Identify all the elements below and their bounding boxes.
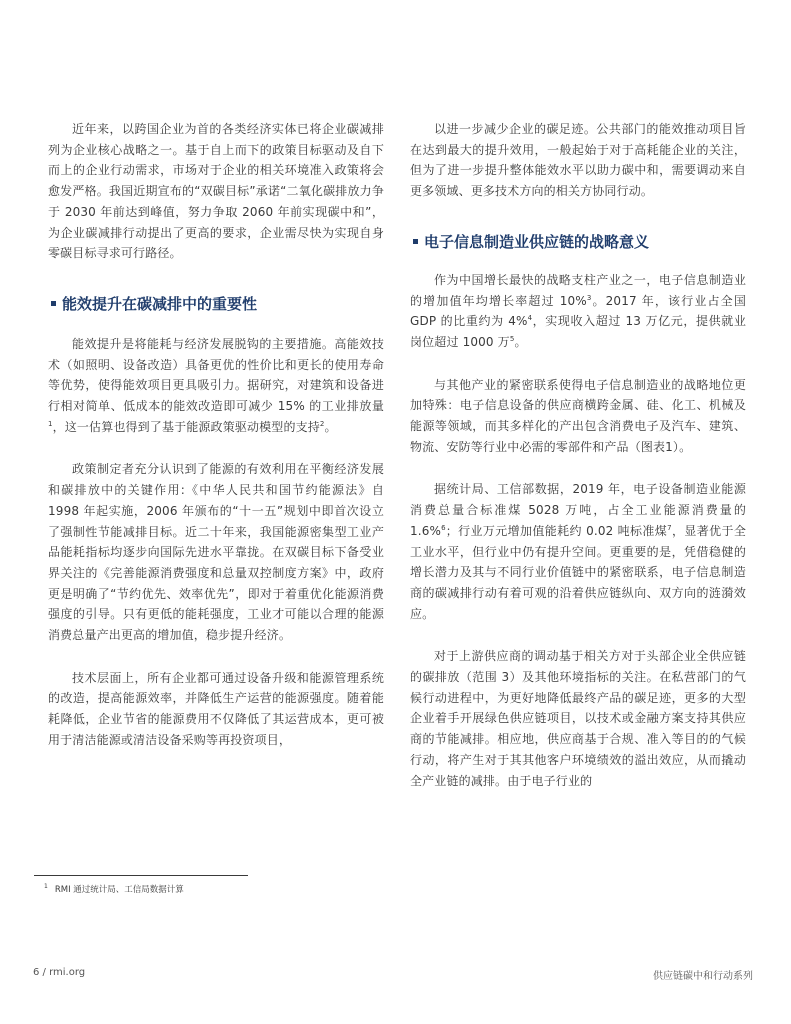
section-heading <box>410 232 746 252</box>
footnote-ref: 6 <box>441 523 446 532</box>
page-number: 6 / rmi.org <box>33 967 86 978</box>
paragraph: 技术层面上，所有企业都可通过设备升级和能源管理系统的改造，提高能源效率，并降低生产运营的能源强度。随着能耗降低，企业节省的能源费用不仅降低了其运营成本，更可被用于清洁能源或清洁设备采购等再投资项目， <box>48 670 384 747</box>
paragraph <box>410 270 746 353</box>
paragraph-text: 。2017 年，该行业占全国 GDP 的比重约为 4% <box>410 293 746 329</box>
footnote-divider <box>34 875 248 876</box>
footnote-ref: 4 <box>527 314 533 323</box>
square-bullet-icon <box>51 301 56 306</box>
paragraph-text: 作为中国增长最快的战略支柱产业之一，电子信息制造业的增加值年均增长率超过 10% <box>410 272 746 308</box>
paragraph: 对于上游供应商的调动基于相关方对于头部企业全供应链的碳排放（范围 3）及其他环境指标的关注。在私营部门的气候行动进程中，为更好地降低最终产品的碳足迹，更多的大型企业着手开展绿色供应链项目，以技术或金融方案支持其供应商的节能减排。相应地，供应商基于合规、准入等目的的气候行动，将产生对于其其他客户环境绩效的溢出效应，从而撬动全产业链的减排。由于电子行业的 <box>410 649 746 788</box>
footnote-ref: 2 <box>319 419 325 428</box>
paragraph: 近年来，以跨国企业为首的各类经济实体已将企业碳减排列为企业核心战略之一。基于自上而下的政策目标驱动及自下而上的企业行动需求，市场对于企业的相关环境准入政策将会愈发严格。我国近期宣布的“双碳目标”承诺“二氧化碳排放力争于 2030 年前达到峰值，努力争取 2060 年前实现碳中和”，为企业碳减排行动提出了更高的要求，企业需尽快为实现自身零碳目标寻求可行路径。 <box>48 122 384 261</box>
footnote <box>44 883 184 895</box>
section-heading <box>48 294 384 314</box>
series-title: 供应链碳中和行动系列 <box>653 971 753 982</box>
paragraph-text: ，显著优于全工业水平，但行业中仍有提升空间。更重要的是，凭借稳健的增长潜力及其与不同行业价值链中的紧密联系，电子信息制造商的碳减排行动有着可观的沿着供应链纵向、双方向的涟漪效应。 <box>410 523 746 621</box>
footnote-text: RMI 通过统计局、工信局数据计算 <box>54 885 184 895</box>
footnote-ref: 5 <box>509 334 515 343</box>
section-heading-text: 电子信息制造业供应链的战略意义 <box>424 232 650 251</box>
section-heading-text: 能效提升在碳减排中的重要性 <box>62 294 258 313</box>
right-column <box>410 119 746 791</box>
paragraph-text: 。 <box>514 334 527 349</box>
footnote-marker: 1 <box>44 883 48 891</box>
paragraph-text: 据统计局、工信部数据，2019 年，电子设备制造业能源消费总量合标准煤 5028 万吨，占全工业能源消费量的 1.6% <box>410 482 746 538</box>
paragraph-text: 。 <box>324 419 337 434</box>
paragraph: 政策制定者充分认识到了能源的有效利用在平衡经济发展和碳排放中的关键作用:《中华人民共和国节约能源法》自 1998 年起实施，2006 年颁布的“十一五”规划中即首次设立了强制性节能减排目标。近二十年来，我国能源密集型工业产品能耗指标均逐步向国际先进水平靠拢。在双碳目标下备受业界关注的《完善能源消费强度和总量双控制度方案》中，政府更是明确了“节约优先、效率优先”，即对于着重优化能源消费强度的引导。只有更低的能耗强度，工业才可能以合理的能源消费总量产出更高的增加值，稳步提升经济。 <box>48 462 384 643</box>
footnote-ref: 7 <box>667 523 672 532</box>
paragraph-text: 能效提升是将能耗与经济发展脱钩的主要措施。高能效技术（如照明、设备改造）具备更优的性价比和更长的使用寿命等优势，使得能效项目更具吸引力。据研究，对建筑和设备进行相对简单、低成本的能效改造即可减少 15% 的工业排放量 <box>48 336 384 414</box>
square-bullet-icon <box>413 239 418 244</box>
paragraph-text: ，实现收入超过 13 万亿元，提供就业岗位超过 1000 万 <box>410 314 747 349</box>
paragraph: 与其他产业的紧密联系使得电子信息制造业的战略地位更加特殊：电子信息设备的供应商横跨金属、硅、化工、机械及能源等领域，而其多样化的产出包含消费电子及汽车、建筑、物流、安防等行业中必需的零部件和产品（图表1）。 <box>410 377 746 454</box>
paragraph-text: ，这一估算也得到了基于能源政策驱动模型的支持 <box>52 419 320 434</box>
footnote-ref: 3 <box>586 293 592 302</box>
paragraph: 以进一步减少企业的碳足迹。公共部门的能效推动项目旨在达到最大的提升效用，一般起始于对于高耗能企业的关注，但为了进一步提升整体能效水平以助力碳中和，需要调动来自更多领域、更多技术方向的相关方协同行动。 <box>410 122 746 199</box>
paragraph <box>48 334 384 438</box>
paragraph <box>410 479 746 624</box>
footnote-ref: 1 <box>48 419 53 428</box>
left-column <box>48 119 384 751</box>
paragraph-text: ；行业万元增加值能耗约 0.02 吨标准煤 <box>445 523 668 538</box>
